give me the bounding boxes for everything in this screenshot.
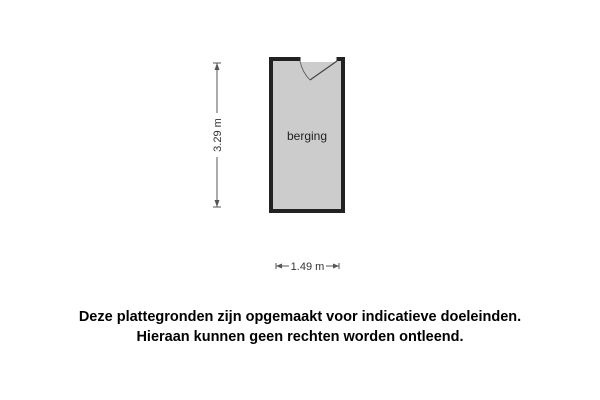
room-label: berging (286, 129, 328, 143)
arrow-up-icon (215, 63, 220, 70)
disclaimer-line-2: Hieraan kunnen geen rechten worden ontleend. (136, 329, 464, 345)
disclaimer-line-1: Deze plattegronden zijn opgemaakt voor indicatieve doeleinden. (78, 309, 522, 325)
height-dimension-label: 3.29 m (212, 118, 224, 152)
arrow-left-icon (276, 264, 282, 269)
arrow-right-icon (333, 264, 339, 269)
width-dimension-label: 1.49 m (290, 261, 325, 273)
door-opening (300, 56, 337, 62)
arrow-down-icon (215, 200, 220, 207)
